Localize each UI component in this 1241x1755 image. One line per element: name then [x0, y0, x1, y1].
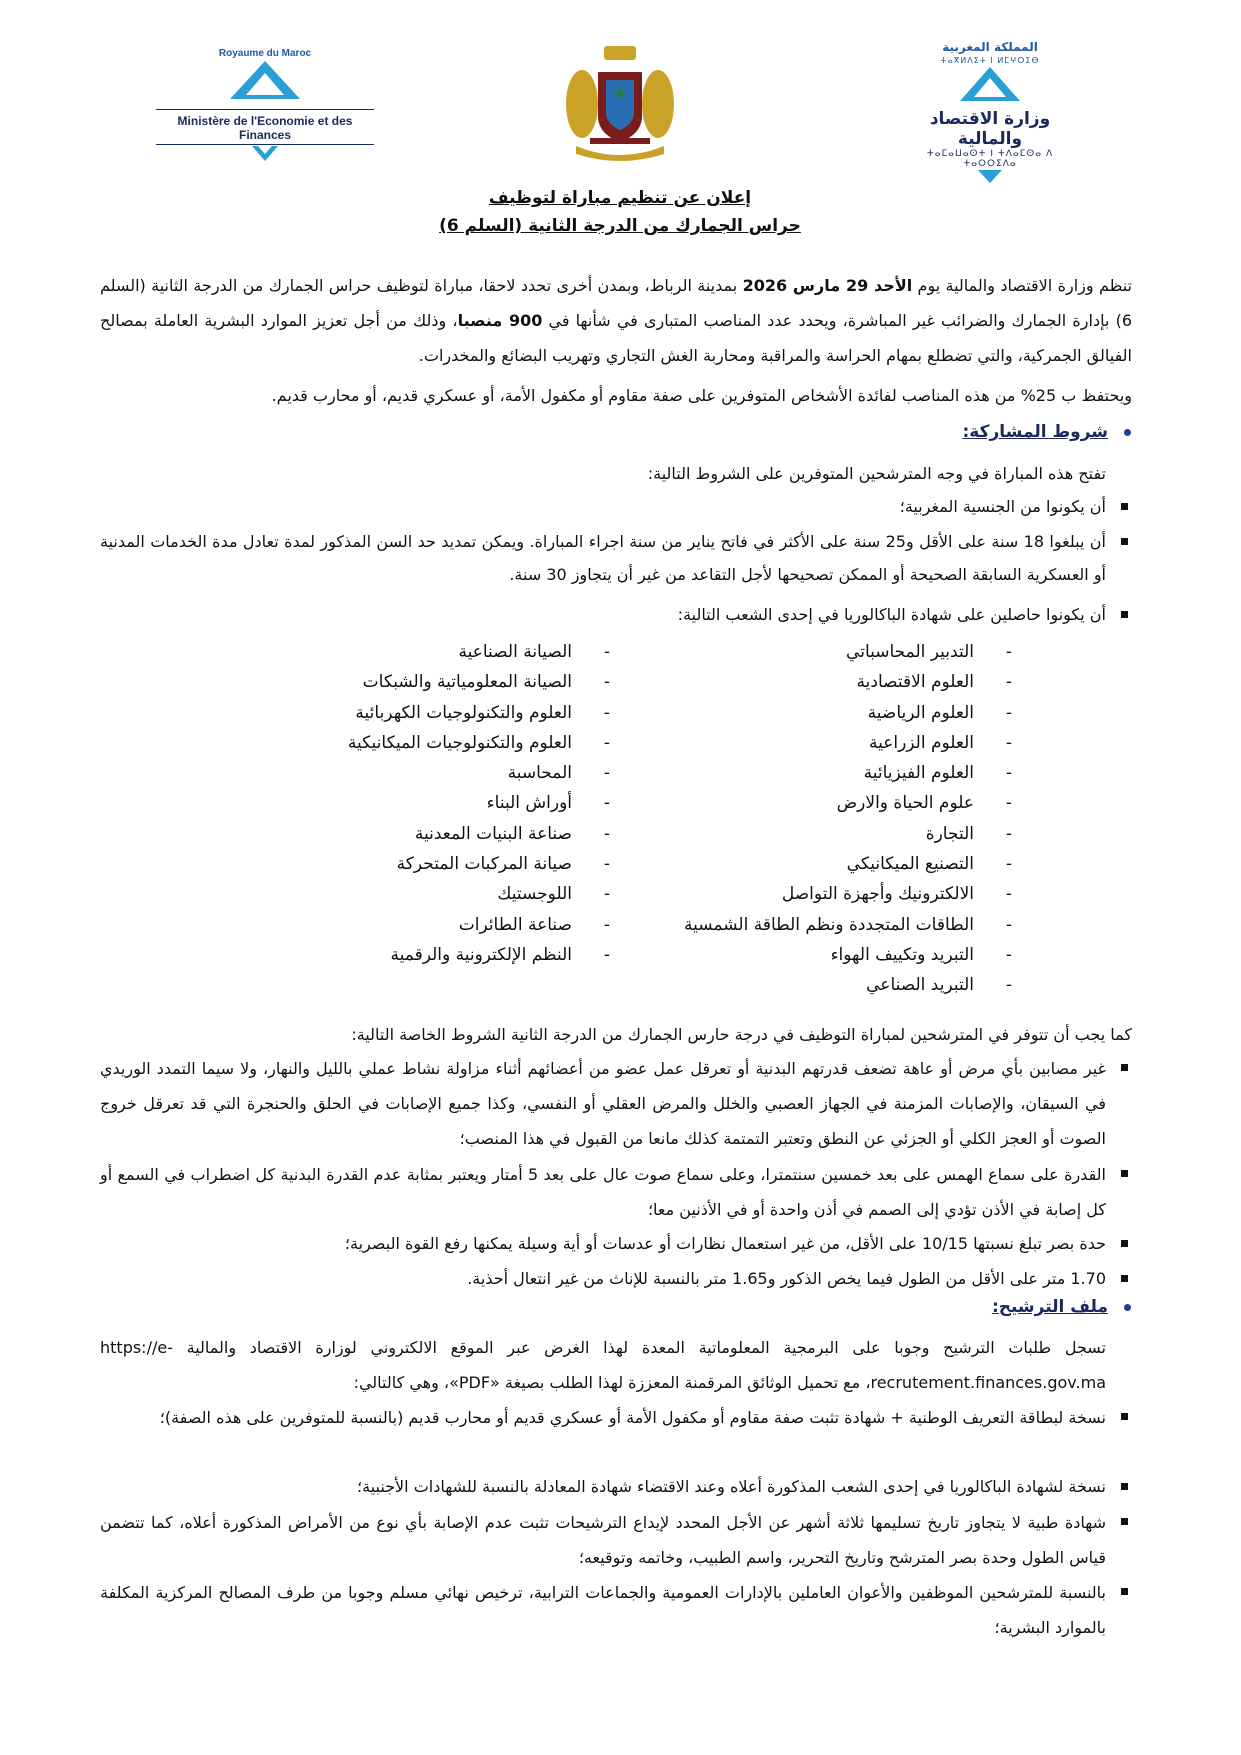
special-condition-text: غير مصابين بأي مرض أو عاهة تضعف قدرتهم البدنية أو تعرقل عمل عضو من أعضائهم أثناء مزاولة نشاط عملي بالليل والنهار، ولا سيما التمدد الوريدي في السيقان، والإصابات المزمنة في الجهاز العصبي والخلل والمرض العقلي أو النفسي، وكذا جميع الإصابات في الحلق والحنجرة التي قد تعرقل خروج الصوت أو العجز الكلي أو الجزئي عن النطق وتعتبر التمتمة كذلك مانعا من القبول في هذا المنصب؛	[100, 1059, 1106, 1148]
intro-text-a: تنظم وزارة الاقتصاد والمالية يوم	[912, 276, 1132, 295]
logo-tifinagh-kingdom: ⵜⴰⴳⵍⴷⵉⵜ ⵏ ⵍⵎⵖⵔⵉⴱ	[940, 56, 1040, 65]
branch-item: - التجارة	[572, 819, 1012, 849]
ministry-triangle-icon	[150, 59, 380, 105]
branches-list-right	[572, 637, 1012, 1001]
intro-text-c: ، وذلك من أجل تعزيز الموارد البشرية العاملة بمصالح الفيالق الجمركية، والتي تضطلع بمهام الحراسة والمراقبة ومحاربة الغش التجاري وتهريب البضائع والمخدرات.	[100, 311, 1132, 365]
reserved-quota-paragraph: ويحتفظ ب 25% من هذه المناصب لفائدة الأشخاص المتوفرين على صفة مقاوم أو مكفول الأمة، أو عسكري قديم، أو محارب قديم.	[271, 386, 1132, 405]
document-item	[100, 1470, 1106, 1503]
document-item	[100, 1575, 1106, 1645]
intro-paragraph	[100, 268, 1132, 373]
branch-item: - صيانة المركبات المتحركة	[190, 849, 610, 879]
coat-of-arms-icon	[560, 42, 680, 162]
branch-item: - الصيانة المعلومياتية والشبكات	[190, 667, 610, 697]
positions-count: 900 منصبا	[457, 311, 543, 330]
square-bullet-icon	[1121, 1518, 1128, 1525]
document-text: بالنسبة للمترشحين الموظفين والأعوان العاملين بالإدارات العمومية والجماعات الترابية، ترخيص نهائي مسلم وجوبا من طرف المصالح المركزية المكلفة بالموارد البشرية؛	[100, 1583, 1106, 1637]
contest-date: الأحد 29 مارس 2026	[742, 276, 913, 295]
branches-list-left	[190, 637, 610, 970]
condition-item	[100, 598, 1106, 631]
document-text: نسخة لبطاقة التعريف الوطنية + شهادة تثبت صفة مقاوم أو مكفول الأمة أو عسكري قديم أو محارب قديم (بالنسبة للمتوفرين على هذه الصفة)؛	[159, 1408, 1106, 1427]
branch-item: - العلوم الزراعية	[572, 728, 1012, 758]
square-bullet-icon	[1121, 503, 1128, 510]
bullet-dot-icon	[1124, 1304, 1131, 1311]
square-bullet-icon	[1121, 1275, 1128, 1282]
branch-item: - التبريد وتكييف الهواء	[572, 940, 1012, 970]
logo-ministry-text: Ministère de l'Economie et des Finances	[177, 114, 353, 142]
condition-item	[100, 490, 1106, 523]
logo-ministry-ar: وزارة الاقتصاد والمالية	[929, 109, 1051, 149]
branch-item: - النظم الإلكترونية والرقمية	[190, 940, 610, 970]
branch-item: - العلوم الاقتصادية	[572, 667, 1012, 697]
announcement-subtitle: حراس الجمارك من الدرجة الثانية (السلم 6)	[439, 216, 801, 236]
condition-item	[100, 525, 1106, 591]
application-file-heading-text: ملف الترشيح:	[991, 1297, 1108, 1317]
branch-item: - صناعة البنيات المعدنية	[190, 819, 610, 849]
special-condition-item	[100, 1262, 1106, 1295]
square-bullet-icon	[1121, 1240, 1128, 1247]
branch-item: - الالكترونيك وأجهزة التواصل	[572, 879, 1012, 909]
special-condition-text: 1.70 متر على الأقل من الطول فيما يخص الذكور و1.65 متر بالنسبة للإناث من غير انتعال أحذية.	[467, 1269, 1106, 1288]
branch-item: - العلوم والتكنولوجيات الكهربائية	[190, 698, 610, 728]
announcement-title: إعلان عن تنظيم مباراة لتوظيف	[488, 188, 752, 208]
application-file-lead: تسجل طلبات الترشيح وجوبا على البرمجية المعلوماتية المعدة لهذا الغرض عبر الموقع الالكتروني لوزارة الاقتصاد والمالية https://e-recrutement.finances.gov.ma، مع تحميل الوثائق المرقمنة المعززة لهذا الطلب بصيغة «PDF»، وهي كالتالي:	[100, 1338, 1106, 1392]
special-condition-item	[100, 1227, 1106, 1260]
bullet-dot-icon	[1124, 429, 1131, 436]
branch-item: - الصيانة الصناعية	[190, 637, 610, 667]
application-file-heading	[992, 1297, 1131, 1317]
square-bullet-icon	[1121, 1413, 1128, 1420]
square-bullet-icon	[1121, 1588, 1128, 1595]
conditions-lead: تفتح هذه المباراة في وجه المترشحين المتوفرين على الشروط التالية:	[647, 464, 1106, 483]
document-item	[100, 1400, 1106, 1435]
square-bullet-icon	[1121, 1170, 1128, 1177]
square-bullet-icon	[1121, 1064, 1128, 1071]
intro-text-b: بمدينة الرباط، وبمدن أخرى تحدد لاحقا، مباراة لتوظيف حراس الجمارك من الدرجة الثانية (السلم 6) بإدارة الجمارك والضرائب غير المباشرة، ويحدد عدد المناصب المتبارى في شأنها في	[100, 276, 1133, 330]
branch-item: - العلوم والتكنولوجيات الميكانيكية	[190, 728, 610, 758]
condition-text: أن يكونوا حاصلين على شهادة الباكالوريا في إحدى الشعب التالية:	[677, 605, 1106, 624]
square-bullet-icon	[1121, 611, 1128, 618]
document-text: شهادة طبية لا يتجاوز تاريخ تسليمها ثلاثة أشهر عن الأجل المحدد لإيداع الترشيحات تثبت عدم الإصابة بأي نوع من الأمراض المذكورة أعلاه، كما تتضمن قياس الطول وحدة بصر المترشح وتاريخ التحرير، واسم الطبيب، وخاتمه وتوقيعه؛	[100, 1513, 1106, 1567]
conditions-heading	[962, 422, 1131, 442]
ministry-logo-ar	[900, 40, 1080, 169]
ministry-logo-fr	[150, 48, 380, 148]
logo-kingdom-text: Royaume du Maroc	[218, 48, 312, 59]
branch-item: - صناعة الطائرات	[190, 910, 610, 940]
condition-text: أن يبلغوا 18 سنة على الأقل و25 سنة على الأكثر في فاتح يناير من سنة اجراء المباراة. ويمكن تمديد حد السن المذكور لمدة تعادل مدة الخدمات المدنية أو العسكرية السابقة الصحيحة أو الممكن تصحيحها لأجل التقاعد من غير أن يتجاوز 30 سنة.	[100, 532, 1106, 584]
conditions-heading-text: شروط المشاركة:	[962, 422, 1108, 442]
branch-item: - المحاسبة	[190, 758, 610, 788]
branch-item: - علوم الحياة والارض	[572, 788, 1012, 818]
special-condition-item	[100, 1051, 1106, 1156]
document-item	[100, 1505, 1106, 1575]
branch-item: - التصنيع الميكانيكي	[572, 849, 1012, 879]
branch-item: - العلوم الفيزيائية	[572, 758, 1012, 788]
branch-item: - التدبير المحاسباتي	[572, 637, 1012, 667]
logo-tifinagh-ministry: ⵜⴰⵎⴰⵡⴰⵙⵜ ⵏ ⵜⴷⴰⵎⵙⴰ ⴷ ⵜⴰⵔⵔⵉⴷⴰ	[926, 149, 1054, 169]
branch-item: - التبريد الصناعي	[572, 970, 1012, 1000]
special-condition-text: حدة بصر تبلغ نسبتها 10/15 على الأقل، من غير استعمال نظارات أو عدسات أو أية وسيلة يمكنها رفع القوة البصرية؛	[344, 1234, 1106, 1253]
logo-kingdom-ar: المملكة المغربية	[942, 40, 1038, 54]
branch-item: - الطاقات المتجددة ونظم الطاقة الشمسية	[572, 910, 1012, 940]
special-condition-text: القدرة على سماع الهمس على بعد خمسين سنتمترا، وعلى سماع صوت عال على بعد 5 أمتار ويعتبر بمثابة عدم القدرة البدنية كل اضطراب في السمع أو كل إصابة في الأذن تؤدي إلى الصمم في أذن واحدة أو في الأذنين معا؛	[100, 1165, 1106, 1219]
ministry-chevron-icon-ar	[900, 169, 1080, 185]
branch-item: - أوراش البناء	[190, 788, 610, 818]
ministry-chevron-icon	[150, 145, 380, 163]
ministry-triangle-icon-ar	[900, 65, 1080, 103]
branch-item: - العلوم الرياضية	[572, 698, 1012, 728]
branch-item: - اللوجستيك	[190, 879, 610, 909]
special-condition-item	[100, 1157, 1106, 1227]
special-conditions-lead: كما يجب أن تتوفر في المترشحين لمباراة التوظيف في درجة حارس الجمارك من الدرجة الثانية الشروط الخاصة التالية:	[351, 1025, 1132, 1044]
condition-text: أن يكونوا من الجنسية المغربية؛	[899, 497, 1106, 516]
document-text: نسخة لشهادة الباكالوريا في إحدى الشعب المذكورة أعلاه وعند الاقتضاء شهادة المعادلة بالنسبة للشهادات الأجنبية؛	[357, 1477, 1106, 1496]
square-bullet-icon	[1121, 1483, 1128, 1490]
square-bullet-icon	[1121, 538, 1128, 545]
